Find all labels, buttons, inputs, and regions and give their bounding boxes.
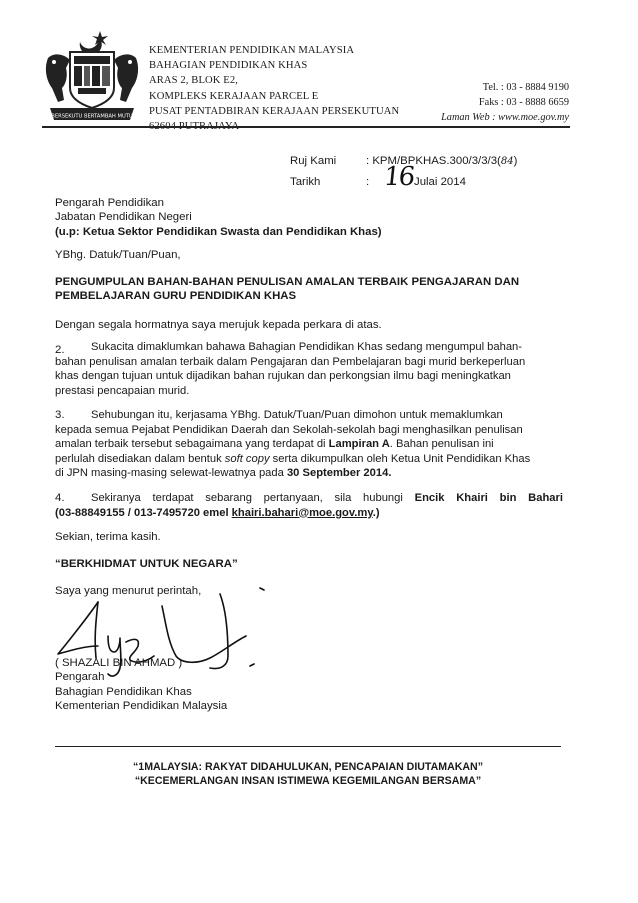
ruj-kami-label: Ruj Kami [290, 155, 337, 167]
tarikh-label: Tarikh [290, 176, 321, 188]
paragraph-4-line-1 [55, 491, 563, 506]
paragraph-3-number: 3. [55, 409, 65, 421]
paragraph-2 [55, 340, 563, 398]
signatory-ministry: Kementerian Pendidikan Malaysia [55, 699, 228, 712]
paragraph-4-number: 4. [55, 492, 65, 504]
text-segment: di JPN masing-masing selewat-lewatnya pada [55, 467, 287, 480]
soft-copy-term: soft copy [224, 452, 270, 465]
paragraph-3-line-2: kepada semua Pejabat Pendidikan Daerah dan Sekolah-sekolah bagi menghasilkan penulisan [55, 423, 523, 436]
signatory-division: Bahagian Pendidikan Khas [55, 685, 192, 698]
footer-divider [55, 746, 561, 747]
signatory-title: Pengarah [55, 671, 105, 684]
header-divider [42, 126, 570, 128]
header-line-centre: PUSAT PENTADBIRAN KERAJAAN PERSEKUTUAN [149, 105, 400, 117]
ruj-kami-number: : KPM/BPKHAS.300/3/3/3( [366, 155, 501, 167]
closing-thanks: Sekian, terima kasih. [55, 531, 161, 543]
paragraph-3-line-1: Sehubungan itu, kerjasama YBhg. Datuk/Tuan/Puan dimohon untuk memaklumkan [91, 409, 503, 421]
paragraph-3-line-5 [55, 466, 563, 481]
contact-phone: (03-88849155 / 013-7495720 emel [55, 506, 232, 519]
tarikh-colon: : [366, 176, 370, 188]
contact-person: Encik Khairi bin Bahari [414, 492, 563, 504]
coat-of-arms-logo [40, 28, 144, 124]
ruj-kami-close: ) [513, 155, 518, 167]
paragraph-2-line-4: prestasi pencapaian murid. [55, 384, 190, 397]
paragraph-3-line-4 [55, 452, 563, 467]
paragraph-2-line-1: Sukacita dimaklumkan bahawa Bahagian Pendidikan Khas sedang mengumpul bahan- [91, 341, 523, 353]
subject-line-1: PENGUMPULAN BAHAN-BAHAN PENULISAN AMALAN TERBAIK PENGAJARAN DAN [55, 276, 520, 288]
salutation: YBhg. Datuk/Tuan/Puan, [55, 249, 181, 261]
deadline-date: 30 September 2014. [286, 467, 392, 480]
contact-block [369, 80, 569, 126]
header-line-floor: ARAS 2, BLOK E2, [149, 75, 239, 87]
telephone-number: Tel. : 03 - 8884 9190 [482, 82, 569, 93]
subject-line-2: PEMBELAJARAN GURU PENDIDIKAN KHAS [55, 290, 297, 303]
opening-sentence: Dengan segala hormatnya saya merujuk kepada perkara di atas. [55, 319, 382, 331]
paragraph-3-line-3 [55, 437, 563, 452]
paragraph-4-line-2 [55, 506, 563, 521]
fax-number: Faks : 03 - 8888 6659 [478, 97, 569, 109]
tarikh-day-handwritten: 16 [382, 162, 415, 192]
signatory-block [55, 656, 315, 713]
text-segment: .) [372, 506, 380, 519]
contact-email-link[interactable]: khairi.bahari@moe.gov.my [231, 506, 373, 519]
paragraph-4 [55, 491, 563, 520]
text-segment: perlulah disediakan dalam bentuk [55, 452, 225, 465]
paragraph-2-line-2: bahan penulisan amalan terbaik dalam Pengajaran dan Pembelajaran bagi murid berkeperluan [55, 355, 526, 368]
recipient-block [55, 196, 555, 239]
crest-motto: BERSEKUTU BERTAMBAH MUTU [51, 113, 133, 120]
paragraph-number: 2. [55, 344, 65, 356]
paragraph-3 [55, 408, 563, 481]
website: Laman Web : www.moe.gov.my [441, 112, 569, 124]
text-segment: amalan terbaik tersebut sebagaimana yang terdapat di [55, 438, 329, 451]
header-line-complex: KOMPLEKS KERAJAAN PARCEL E [149, 90, 319, 102]
lampiran-a-reference: Lampiran A [328, 438, 390, 451]
header-line-ministry: KEMENTERIAN PENDIDIKAN MALAYSIA [149, 45, 355, 56]
tarikh-date: Julai 2014 [414, 176, 466, 188]
recipient-line-3: (u.p: Ketua Sektor Pendidikan Swasta dan Pendidikan Khas) [55, 225, 382, 238]
ruj-kami-handwritten: 84 [500, 156, 514, 167]
footer-slogan-2: “KECEMERLANGAN INSAN ISTIMEWA KEGEMILANGAN BERSAMA” [134, 775, 482, 787]
text-segment: . Bahan penulisan ini [389, 438, 494, 451]
closing-motto: “BERKHIDMAT UNTUK NEGARA” [55, 558, 238, 570]
subject [55, 275, 575, 304]
recipient-line-1: Pengarah Pendidikan [55, 197, 164, 209]
footer-slogan-1: “1MALAYSIA: RAKYAT DIDAHULUKAN, PENCAPAIAN DIUTAMAKAN” [133, 761, 483, 773]
recipient-line-2: Jabatan Pendidikan Negeri [55, 211, 192, 224]
text-segment: Sekiranya terdapat sebarang pertanyaan, sila hubungi [91, 492, 415, 504]
text-segment: serta dikumpulkan oleh Ketua Unit Pendidikan Khas [269, 452, 531, 465]
signatory-name: ( SHAZALI BIN AHMAD ) [55, 657, 183, 669]
paragraph-2-line-3: khas dengan tujuan untuk dijadikan bahan rujukan dan perkongsian ilmu bagi meningkatkan [55, 370, 511, 383]
header-line-division: BAHAGIAN PENDIDIKAN KHAS [149, 60, 308, 72]
closing-order: Saya yang menurut perintah, [55, 585, 202, 597]
footer-slogans [55, 760, 561, 788]
